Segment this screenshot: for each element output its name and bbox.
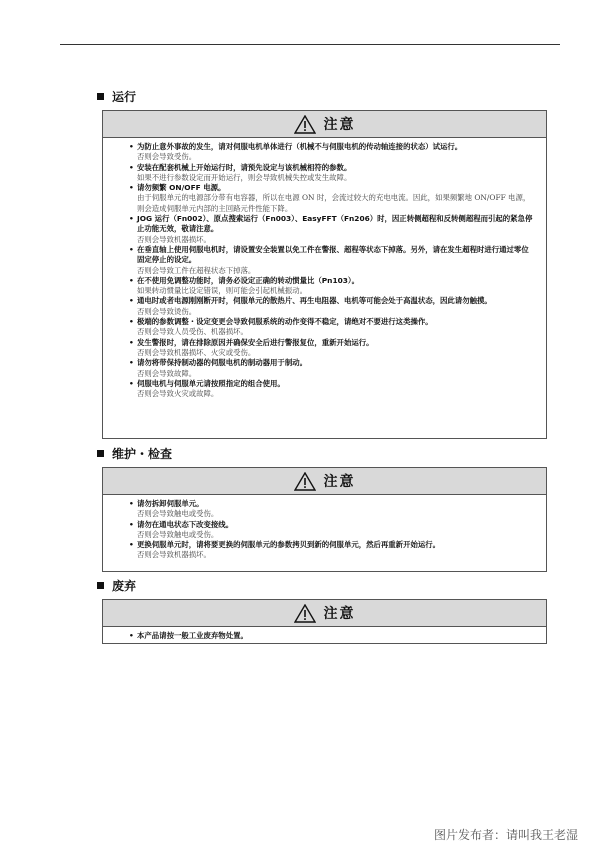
caution-header <box>103 111 546 138</box>
warning-triangle-icon <box>294 472 316 491</box>
section-heading-maintenance <box>97 445 172 462</box>
section-heading-text: 运行 <box>112 90 137 104</box>
section-heading-text: 废弃 <box>112 579 137 593</box>
caution-note: 否则会导致触电或受伤。 <box>137 509 219 519</box>
caution-note: 否则会导致故障。 <box>137 368 197 378</box>
caution-item: • 请勿在通电状态下改变接线。 <box>137 520 536 530</box>
caution-title: 注意 <box>323 117 356 133</box>
caution-box-maintenance <box>102 467 547 572</box>
caution-note: 否则会导致受伤。 <box>137 152 197 162</box>
caution-item: • 在不使用免调整功能时，请务必设定正确的转动惯量比（Pn103）。 <box>137 276 536 286</box>
caution-title: 注意 <box>323 606 356 622</box>
section-heading-disposal <box>97 577 136 594</box>
section-bullet <box>97 450 104 457</box>
caution-body <box>103 495 546 565</box>
caution-item: • JOG 运行（Fn002）、原点搜索运行（Fn003）、EasyFFT（Fn206）时，因正转侧超程和反转侧超程而引起的紧急停止功能无效，敬请注意。 <box>137 214 536 235</box>
caution-item: • 本产品请按一般工业废弃物处置。 <box>137 631 536 641</box>
caution-header <box>103 600 546 627</box>
caution-note: 否则会导致机器损坏。 <box>137 234 211 244</box>
caution-item: • 请勿频繁 ON/OFF 电源。 <box>137 183 536 193</box>
caution-note: 否则会导致火灾或故障。 <box>137 389 219 399</box>
warning-triangle-icon <box>294 604 316 623</box>
caution-header <box>103 468 546 495</box>
header-rule <box>60 44 560 45</box>
caution-item: • 请勿将带保持制动器的伺服电机的制动器用于制动。 <box>137 358 536 368</box>
caution-item: • 极端的参数调整・设定变更会导致伺服系统的动作变得不稳定，请绝对不要进行这类操作。 <box>137 317 536 327</box>
caution-note: 如果不进行参数设定而开始运行，则会导致机械失控或发生故障。 <box>137 172 352 182</box>
caution-item: • 通电时或者电源刚刚断开时，伺服单元的散热片、再生电阻器、电机等可能会处于高温状态，因此请勿触摸。 <box>137 296 536 306</box>
caution-item: • 安装在配套机械上开始运行时，请预先设定与该机械相符的参数。 <box>137 163 536 173</box>
section-bullet <box>97 582 104 589</box>
caution-note: 由于伺服单元的电源部分带有电容器，所以在电源 ON 时，会流过较大的充电电流。因此，如果频繁地 ON/OFF 电源，则会造成伺服单元内部的主回路元件性能下降。 <box>137 193 531 213</box>
caution-note: 否则会导致烫伤。 <box>137 306 197 316</box>
caution-note: 否则会导致机器损坏、火灾或受伤。 <box>137 347 256 357</box>
caution-item: • 伺服电机与伺服单元请按照指定的组合使用。 <box>137 379 536 389</box>
section-heading-text: 维护・检查 <box>112 447 173 461</box>
caution-item: • 发生警报时，请在排除原因并确保安全后进行警报复位，重新开始运行。 <box>137 338 536 348</box>
caution-note: 否则会导致触电或受伤。 <box>137 529 219 539</box>
caution-note: 否则会导致工件在超程状态下掉落。 <box>137 265 256 275</box>
caution-item: • 为防止意外事故的发生，请对伺服电机单体进行（机械不与伺服电机的传动轴连接的状态）试运行。 <box>137 142 536 152</box>
caution-title: 注意 <box>323 474 356 490</box>
caution-note: 否则会导致机器损坏。 <box>137 550 211 560</box>
section-bullet <box>97 93 104 100</box>
section-heading-operation <box>97 88 136 105</box>
caution-box-disposal <box>102 599 547 644</box>
warning-triangle-icon <box>294 115 316 134</box>
caution-item: • 请勿拆卸伺服单元。 <box>137 499 536 509</box>
caution-note: 否则会导致人员受伤、机器损坏。 <box>137 327 248 337</box>
watermark: 图片发布者：请叫我王老湿 <box>433 828 578 842</box>
caution-body <box>103 138 546 403</box>
caution-note: 如果转动惯量比设定错误，则可能会引起机械振动。 <box>137 286 307 296</box>
caution-box-operation <box>102 110 547 439</box>
caution-item: • 更换伺服单元时，请将要更换的伺服单元的参数拷贝到新的伺服单元，然后再重新开始运行。 <box>137 540 536 550</box>
caution-body <box>103 627 546 645</box>
caution-item: • 在垂直轴上使用伺服电机时，请设置安全装置以免工件在警报、超程等状态下掉落。另外，请在发生超程时进行通过零位固定停止的设定。 <box>137 245 536 266</box>
